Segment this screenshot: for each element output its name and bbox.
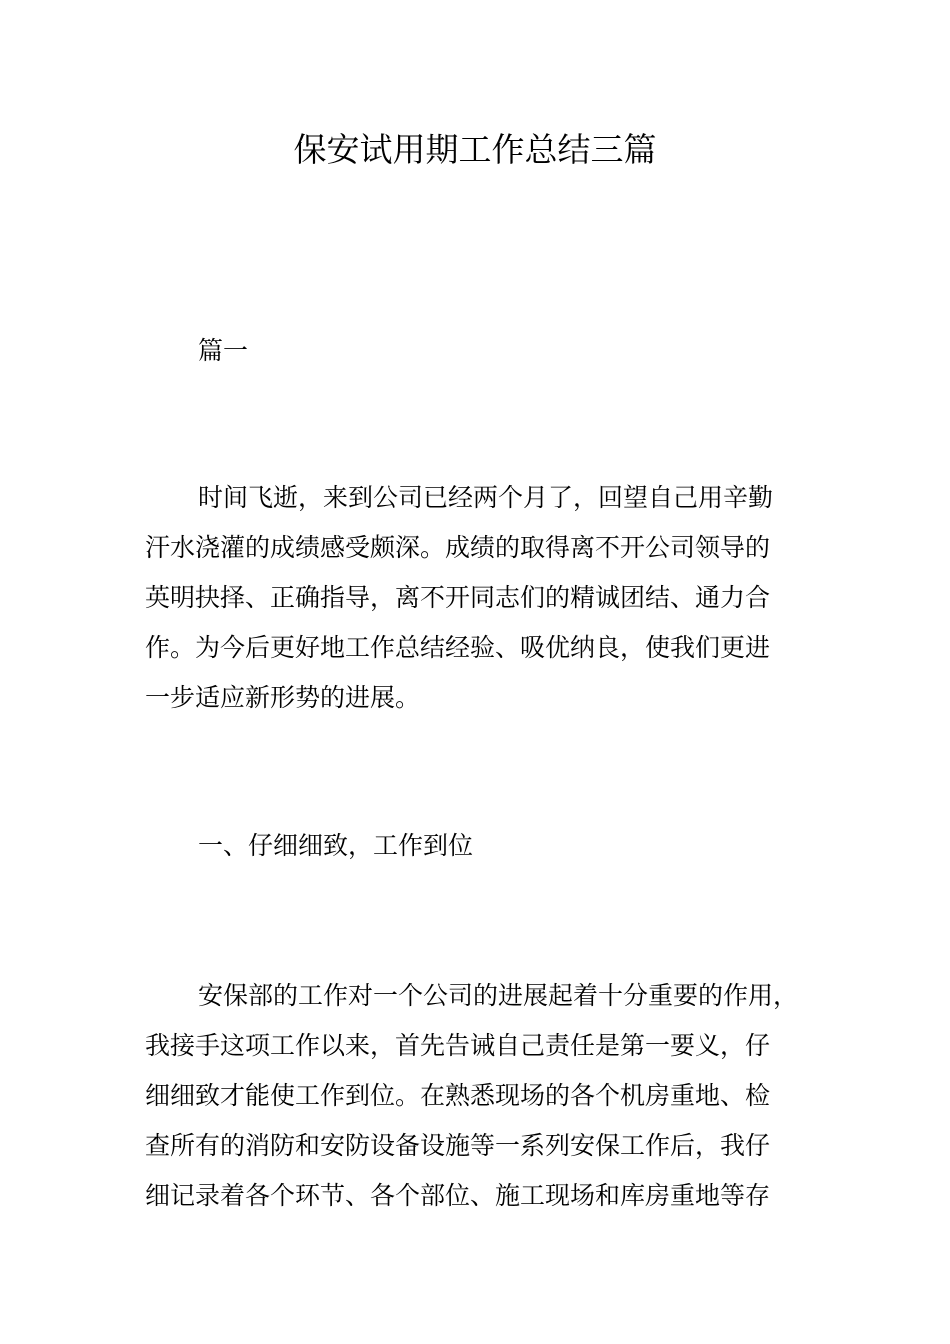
paragraph-2-line-2: 我接手这项工作以来，首先告诫自己责任是第一要义，仔 — [145, 1031, 771, 1060]
section-label: 篇一 — [198, 336, 249, 365]
paragraph-1-line-4: 作。为今后更好地工作总结经验、吸优纳良，使我们更进 — [145, 633, 771, 662]
paragraph-1-line-3: 英明抉择、正确指导，离不开同志们的精诚团结、通力合 — [145, 583, 771, 612]
paragraph-1-line-2: 汗水浇灌的成绩感受颇深。成绩的取得离不开公司领导的 — [145, 533, 771, 562]
paragraph-2-line-5: 细记录着各个环节、各个部位、施工现场和库房重地等存 — [145, 1181, 771, 1210]
document-title: 保安试用期工作总结三篇 — [293, 130, 657, 169]
paragraph-2-line-3: 细细致才能使工作到位。在熟悉现场的各个机房重地、检 — [145, 1081, 771, 1110]
paragraph-1-line-5: 一步适应新形势的进展。 — [145, 683, 421, 712]
section-heading-1: 一、仔细细致，工作到位 — [198, 831, 474, 860]
paragraph-2-line-1: 安保部的工作对一个公司的进展起着十分重要的作用， — [198, 981, 799, 1010]
paragraph-2-line-4: 查所有的消防和安防设备设施等一系列安保工作后，我仔 — [145, 1131, 771, 1160]
paragraph-1-line-1: 时间飞逝，来到公司已经两个月了，回望自己用辛勤 — [198, 483, 774, 512]
